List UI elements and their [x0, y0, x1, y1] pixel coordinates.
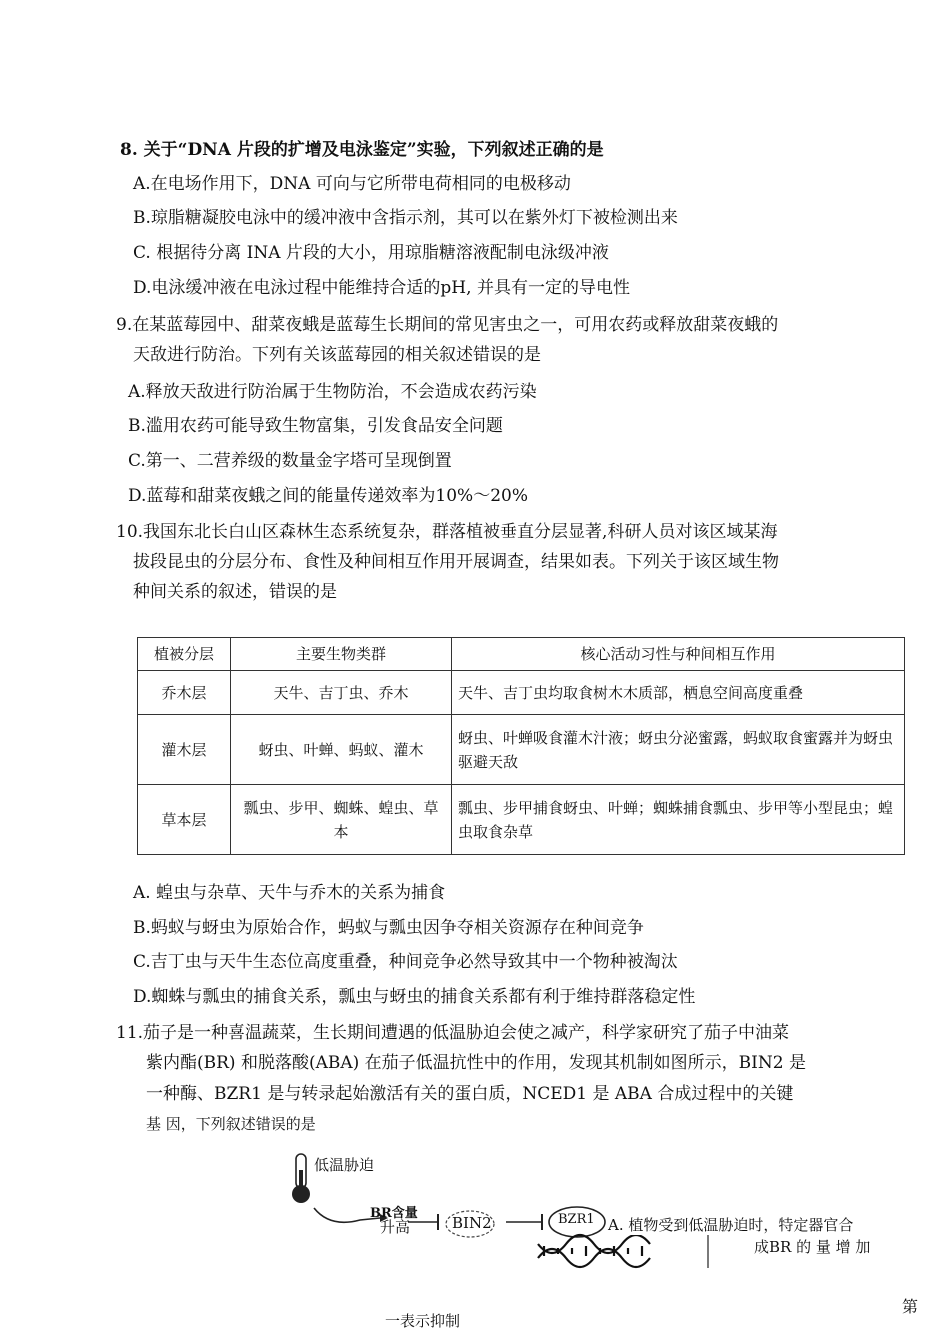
dna-icon [538, 1235, 650, 1267]
option-a-line1: A. 植物受到低温胁迫时，特定器官合 [608, 1216, 854, 1234]
q9-option-b: B.滥用农药可能导致生物富集，引发食品安全问题 [128, 416, 503, 436]
table-header-row [138, 638, 905, 671]
q11-stem-line1: 11.茄子是一种喜温蔬菜，生长期间遭遇的低温胁迫会使之减产，科学家研究了茄子中油菜 [116, 1023, 790, 1043]
table-cell-groups: 瓢虫、步甲、蜘蛛、蝗虫、草本 [231, 785, 452, 855]
q11-stem-line3: 一种酶、BZR1 是与转录起始激活有关的蛋白质，NCED1 是 ABA 合成过程中的关键 [146, 1084, 794, 1104]
stress-label: 低温胁迫 [314, 1156, 375, 1174]
q8-option-d: D.电泳缓冲液在电泳过程中能维持合适的pH, 并具有一定的导电性 [133, 278, 630, 298]
q9-stem-line2: 天敌进行防治。下列有关该蓝莓园的相关叙述错误的是 [133, 345, 541, 365]
table-cell-habits: 蚜虫、叶蝉吸食灌木汁液；蚜虫分泌蜜露，蚂蚁取食蜜露并为蚜虫驱避天敌 [452, 715, 905, 785]
table-cell-layer: 灌木层 [138, 715, 231, 785]
q8-option-c: C. 根据待分离 INA 片段的大小，用琼脂糖溶液配制电泳级冲液 [133, 243, 609, 263]
q10-option-b: B.蚂蚁与蚜虫为原始合作，蚂蚁与瓢虫因争夺相关资源存在种间竞争 [133, 918, 644, 938]
table-header-cell: 核心活动习性与种间相互作用 [452, 638, 905, 671]
q10-stem-line1: 10.我国东北长白山区森林生态系统复杂，群落植被垂直分层显著,科研人员对该区域某海 [116, 522, 778, 542]
table-row [138, 715, 905, 785]
diagram-legend: 一表示抑制 [385, 1312, 461, 1330]
table-cell-habits: 瓢虫、步甲捕食蚜虫、叶蝉；蜘蛛捕食瓢虫、步甲等小型昆虫；蝗虫取食杂草 [452, 785, 905, 855]
q9-option-a: A.释放天敌进行防治属于生物防治，不会造成农药污染 [128, 382, 537, 402]
table-cell-groups: 天牛、吉丁虫、乔木 [231, 671, 452, 715]
q10-stem-line3: 种间关系的叙述，错误的是 [133, 582, 337, 602]
q8-option-b: B.琼脂糖凝胶电泳中的缓冲液中含指示剂，其可以在紫外灯下被检测出来 [133, 208, 678, 228]
q11-stem-line4: 基 因，下列叙述错误的是 [146, 1115, 316, 1133]
q9-option-c: C.第一、二营养级的数量金字塔可呈现倒置 [128, 451, 452, 471]
table-cell-layer: 草本层 [138, 785, 231, 855]
q11-stem-line2: 紫内酯(BR) 和脱落酸(ABA) 在茄子低温抗性中的作用，发现其机制如图所示，BIN2 是 [146, 1053, 806, 1073]
option-a-line2: 成BR 的 量 增 加 [754, 1238, 871, 1256]
bin2-label: BIN2 [452, 1214, 492, 1232]
mechanism-diagram [280, 1148, 920, 1288]
q9-stem-line1: 9.在某蓝莓园中、甜菜夜蛾是蓝莓生长期间的常见害虫之一，可用农药或释放甜菜夜蛾的 [116, 315, 779, 335]
br-label: BR含量 [370, 1206, 418, 1221]
survey-table [137, 637, 905, 855]
table-row [138, 785, 905, 855]
table-cell-groups: 蚜虫、叶蝉、蚂蚁、灌木 [231, 715, 452, 785]
q9-option-d: D.蓝莓和甜菜夜蛾之间的能量传递效率为10%～20% [128, 486, 528, 506]
table-cell-habits: 天牛、吉丁虫均取食树木木质部，栖息空间高度重叠 [452, 671, 905, 715]
rise-label: 升高 [380, 1218, 411, 1236]
table-row [138, 671, 905, 715]
q10-option-c: C.吉丁虫与天牛生态位高度重叠，种间竞争必然导致其中一个物种被淘汰 [133, 952, 678, 972]
q8-option-a: A.在电场作用下，DNA 可向与它所带电荷相同的电极移动 [133, 174, 571, 194]
table-cell-layer: 乔木层 [138, 671, 231, 715]
q10-stem-line2: 拔段昆虫的分层分布、食性及种间相互作用开展调查，结果如表。下列关于该区域生物 [133, 552, 779, 572]
table-header-cell: 主要生物类群 [231, 638, 452, 671]
thermometer-icon [292, 1154, 310, 1203]
table-header-cell: 植被分层 [138, 638, 231, 671]
q10-option-a: A. 蝗虫与杂草、天牛与乔木的关系为捕食 [133, 883, 446, 903]
q10-option-d: D.蜘蛛与瓢虫的捕食关系，瓢虫与蚜虫的捕食关系都有利于维持群落稳定性 [133, 987, 696, 1007]
q8-stem: 8. 关于“DNA 片段的扩增及电泳鉴定”实验，下列叙述正确的是 [120, 140, 604, 160]
page-label: 第 [902, 1297, 919, 1316]
bzr1-label: BZR1 [558, 1212, 595, 1227]
